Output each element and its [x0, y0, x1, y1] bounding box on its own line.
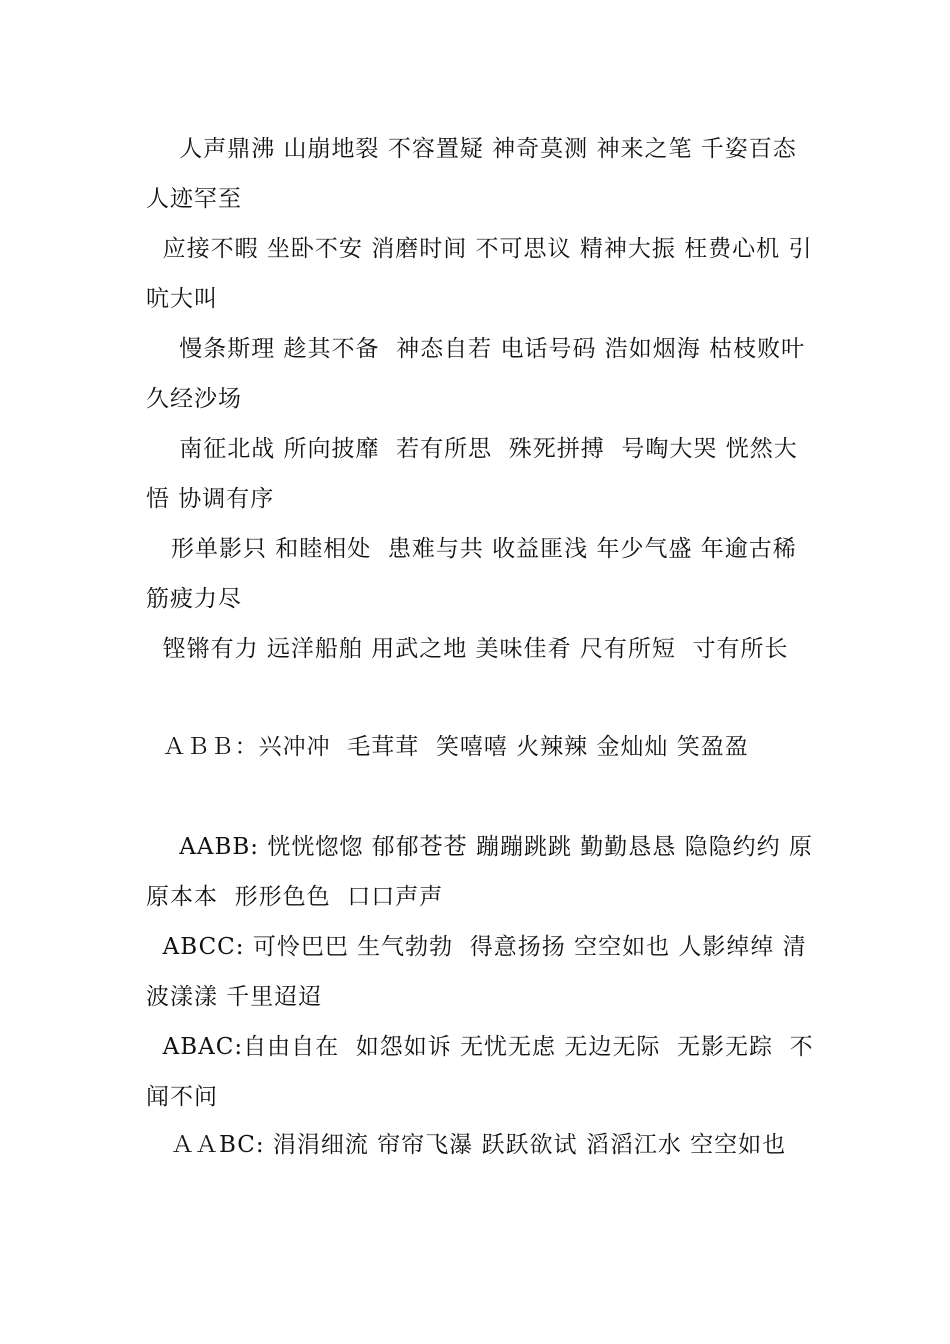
idiom-paragraph-5: 形单影只 和睦相处 患难与共 收益匪浅 年少气盛 年逾古稀 筋疲力尽 [146, 536, 806, 612]
idiom-paragraph-1: 人声鼎沸 山崩地裂 不容置疑 神奇莫测 神来之笔 千姿百态 人迹罕至 [146, 136, 806, 212]
idiom-paragraph-6: 铿锵有力 远洋船舶 用武之地 美味佳肴 尺有所短 寸有所长 [146, 636, 789, 662]
pattern-abb-paragraph: ＡＢＢ：兴冲冲 毛茸茸 笑嘻嘻 火辣辣 金灿灿 笑盈盈 [146, 734, 749, 760]
pattern-abcc-paragraph: ABCC: 可怜巴巴 生气勃勃 得意扬扬 空空如也 人影绰绰 清波漾漾 千里迢迢 [146, 934, 807, 1010]
idiom-paragraph-3: 慢条斯理 趁其不备 神态自若 电话号码 浩如烟海 枯枝败叶 久经沙场 [146, 336, 814, 412]
pattern-abac-paragraph: ABAC:自由自在 如怨如诉 无忧无虑 无边无际 无影无踪 不闻不问 [146, 1034, 814, 1110]
pattern-aabb-paragraph: AABB: 恍恍惚惚 郁郁苍苍 蹦蹦跳跳 勤勤恳恳 隐隐约约 原原本本 形形色色 口口声声 [146, 834, 813, 910]
idiom-paragraph-2: 应接不暇 坐卧不安 消磨时间 不可思议 精神大振 枉费心机 引吭大叫 [146, 236, 813, 312]
pattern-aabc-paragraph: ＡＡBC: 涓涓细流 帘帘飞瀑 跃跃欲试 滔滔江水 空空如也 [146, 1132, 787, 1158]
idiom-paragraph-4: 南征北战 所向披靡 若有所思 殊死拼搏 号啕大哭 恍然大悟 协调有序 [146, 436, 798, 512]
